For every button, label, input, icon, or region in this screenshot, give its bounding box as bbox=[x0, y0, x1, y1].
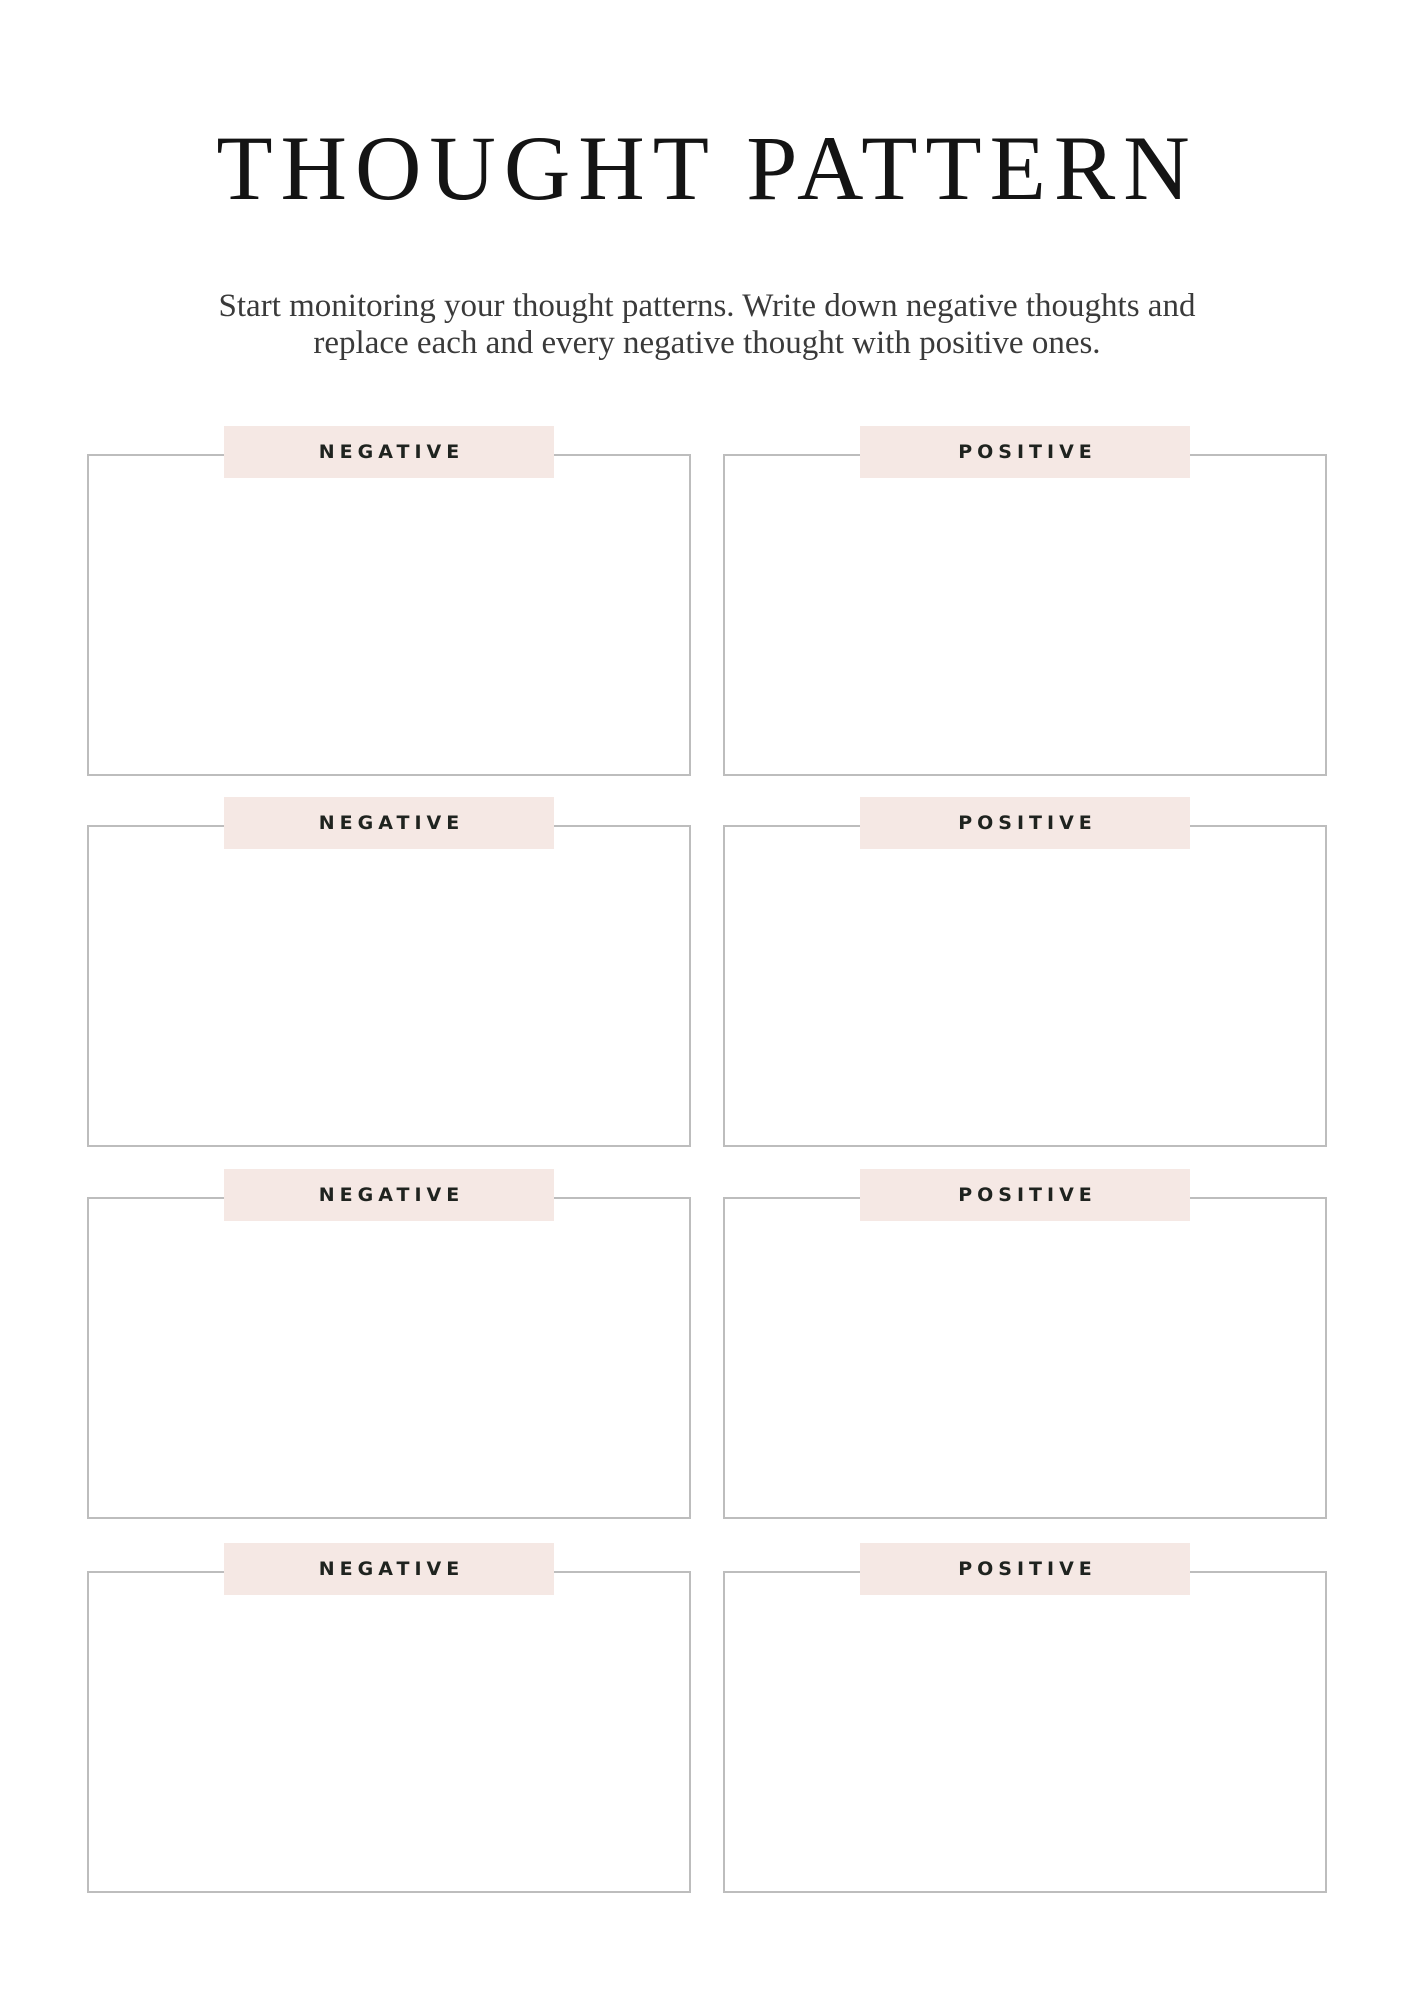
positive-thought-box-3[interactable] bbox=[723, 1197, 1327, 1519]
instructions-line-2: replace each and every negative thought with positive ones. bbox=[313, 325, 1101, 361]
negative-thought-box-2[interactable] bbox=[87, 825, 691, 1147]
negative-thought-box-1[interactable] bbox=[87, 454, 691, 776]
negative-thought-box-4[interactable] bbox=[87, 1571, 691, 1893]
negative-label-4: NEGATIVE bbox=[224, 1543, 554, 1595]
positive-label-2: POSITIVE bbox=[860, 797, 1190, 849]
positive-label-3: POSITIVE bbox=[860, 1169, 1190, 1221]
positive-label-4: POSITIVE bbox=[860, 1543, 1190, 1595]
page-title: THOUGHT PATTERN bbox=[216, 117, 1198, 219]
negative-label-2: NEGATIVE bbox=[224, 797, 554, 849]
page-instructions bbox=[110, 288, 1304, 362]
positive-thought-box-1[interactable] bbox=[723, 454, 1327, 776]
positive-thought-box-4[interactable] bbox=[723, 1571, 1327, 1893]
positive-label-1: POSITIVE bbox=[860, 426, 1190, 478]
instructions-line-1: Start monitoring your thought patterns. Write down negative thoughts and bbox=[218, 288, 1196, 324]
negative-thought-box-3[interactable] bbox=[87, 1197, 691, 1519]
negative-label-3: NEGATIVE bbox=[224, 1169, 554, 1221]
negative-label-1: NEGATIVE bbox=[224, 426, 554, 478]
positive-thought-box-2[interactable] bbox=[723, 825, 1327, 1147]
